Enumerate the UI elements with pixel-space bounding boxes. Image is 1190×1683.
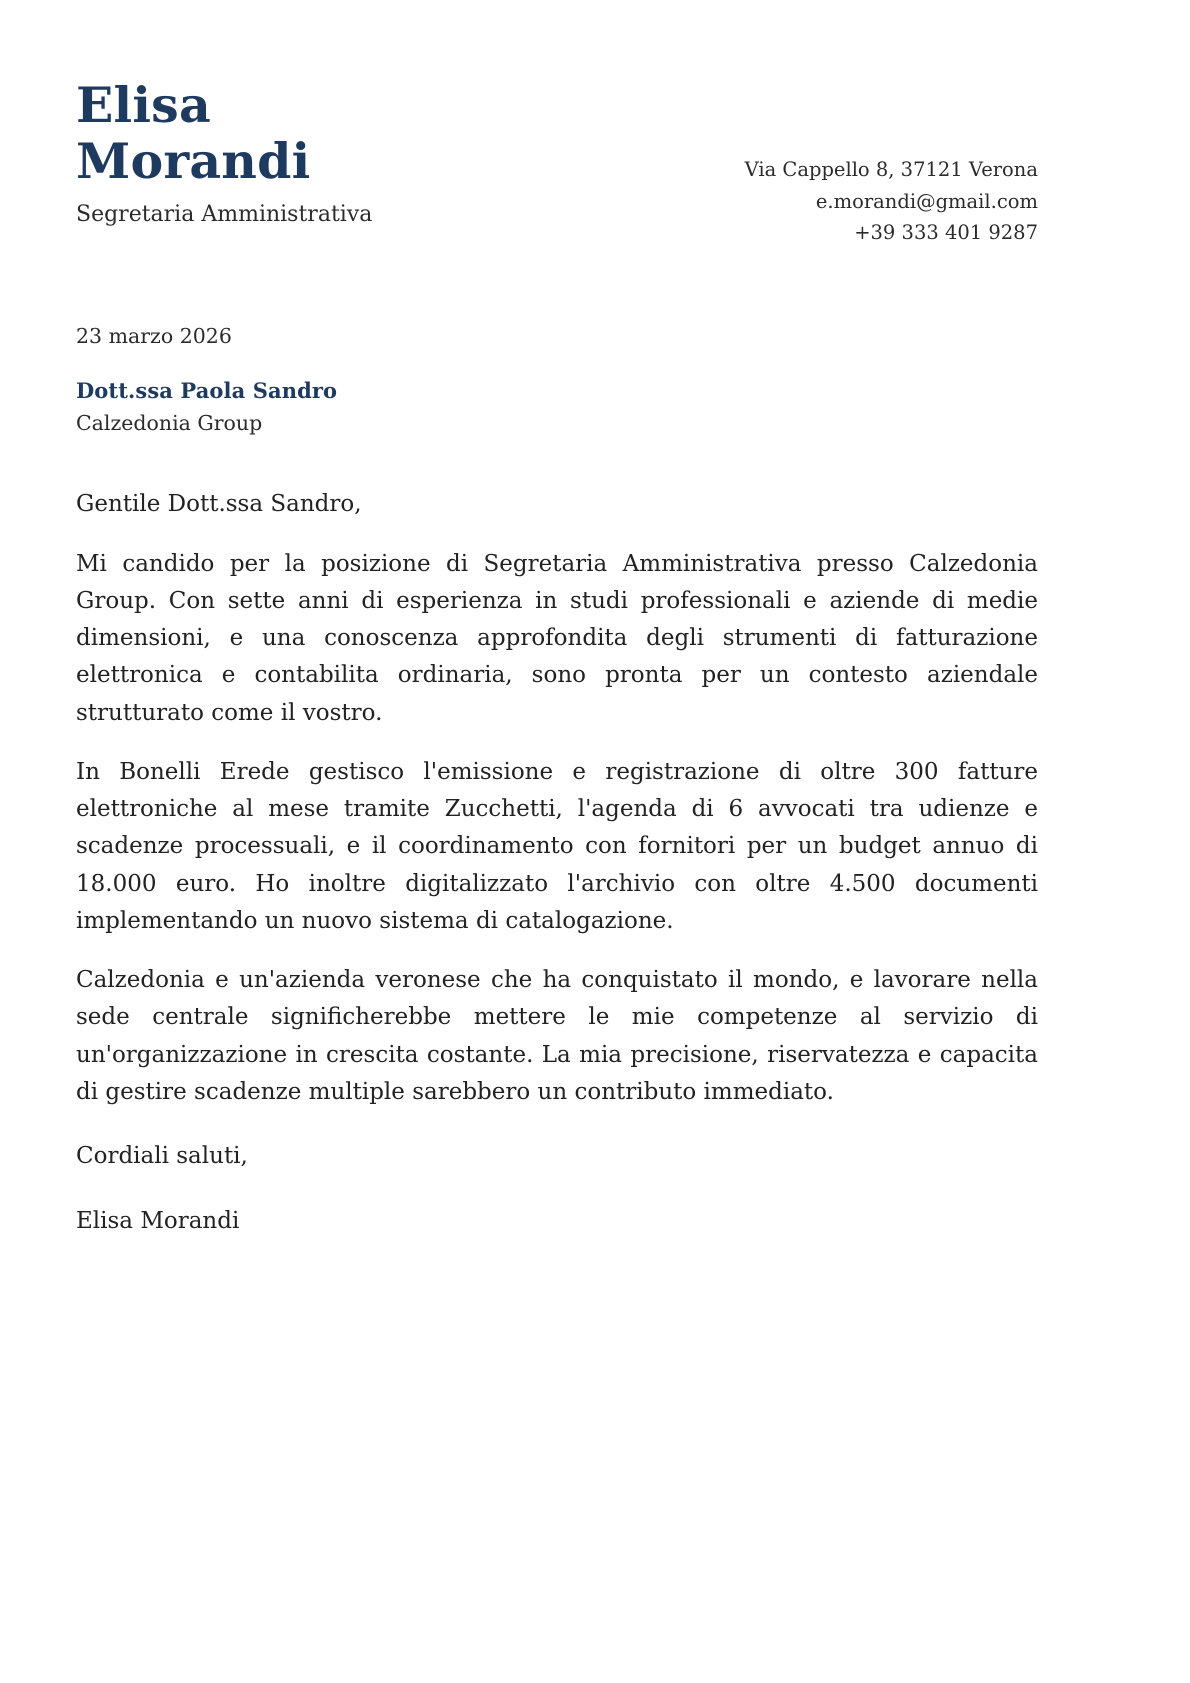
- letter-paragraph: In Bonelli Erede gestisco l'emissione e registrazione di oltre 300 fatture elettroniche al mese tramite Zucchetti, l'agenda di 6 avvocati tra udienze e scadenze processuali, e il coordinamento con fornitori per un budget annuo di 18.000 euro. Ho inoltre digitalizzato l'archivio con oltre 4.500 documenti implementando un nuovo sistema di catalogazione.: [76, 758, 1038, 934]
- contact-phone[interactable]: +39 333 401 9287: [854, 221, 1038, 245]
- letter-date: 23 marzo 2026: [76, 323, 232, 348]
- letter-closing: Cordiali saluti,: [76, 1143, 248, 1170]
- contact-block: [745, 78, 1038, 249]
- letter-paragraph: Mi candido per la posizione di Segretaria Amministrativa presso Calzedonia Group. Con sette anni di esperienza in studi professionali e aziende di medie dimensioni, e una conoscenza approfondita degli strumenti di fatturazione elettronica e contabilita ordinaria, sono pronta per un contesto aziendale strutturato come il vostro.: [76, 550, 1038, 726]
- letter-salutation: Gentile Dott.ssa Sandro,: [76, 491, 362, 518]
- contact-address: Via Cappello 8, 37121 Verona: [744, 158, 1038, 181]
- sender-name: [76, 78, 372, 190]
- letter-meta: [76, 323, 1038, 438]
- sender-first-name: Elisa: [76, 76, 211, 134]
- letter-header: [76, 78, 1038, 249]
- letter-body: [76, 487, 1038, 1238]
- contact-email[interactable]: e.morandi@gmail.com: [815, 189, 1038, 213]
- recipient-name: Dott.ssa Paola Sandro: [76, 378, 338, 404]
- sender-last-name: Morandi: [76, 131, 311, 190]
- sender-job-title: Segretaria Amministrativa: [76, 201, 373, 227]
- letter-signature: Elisa Morandi: [76, 1207, 240, 1234]
- sender-identity: [76, 78, 372, 228]
- recipient-company: Calzedonia Group: [76, 411, 263, 436]
- letter-paragraph: Calzedonia e un'azienda veronese che ha conquistato il mondo, e lavorare nella sede centrale significherebbe mettere le mie competenze al servizio di un'organizzazione in crescita costante. La mia precisione, riservatezza e capacita di gestire scadenze multiple sarebbero un contributo immediato.: [76, 967, 1038, 1105]
